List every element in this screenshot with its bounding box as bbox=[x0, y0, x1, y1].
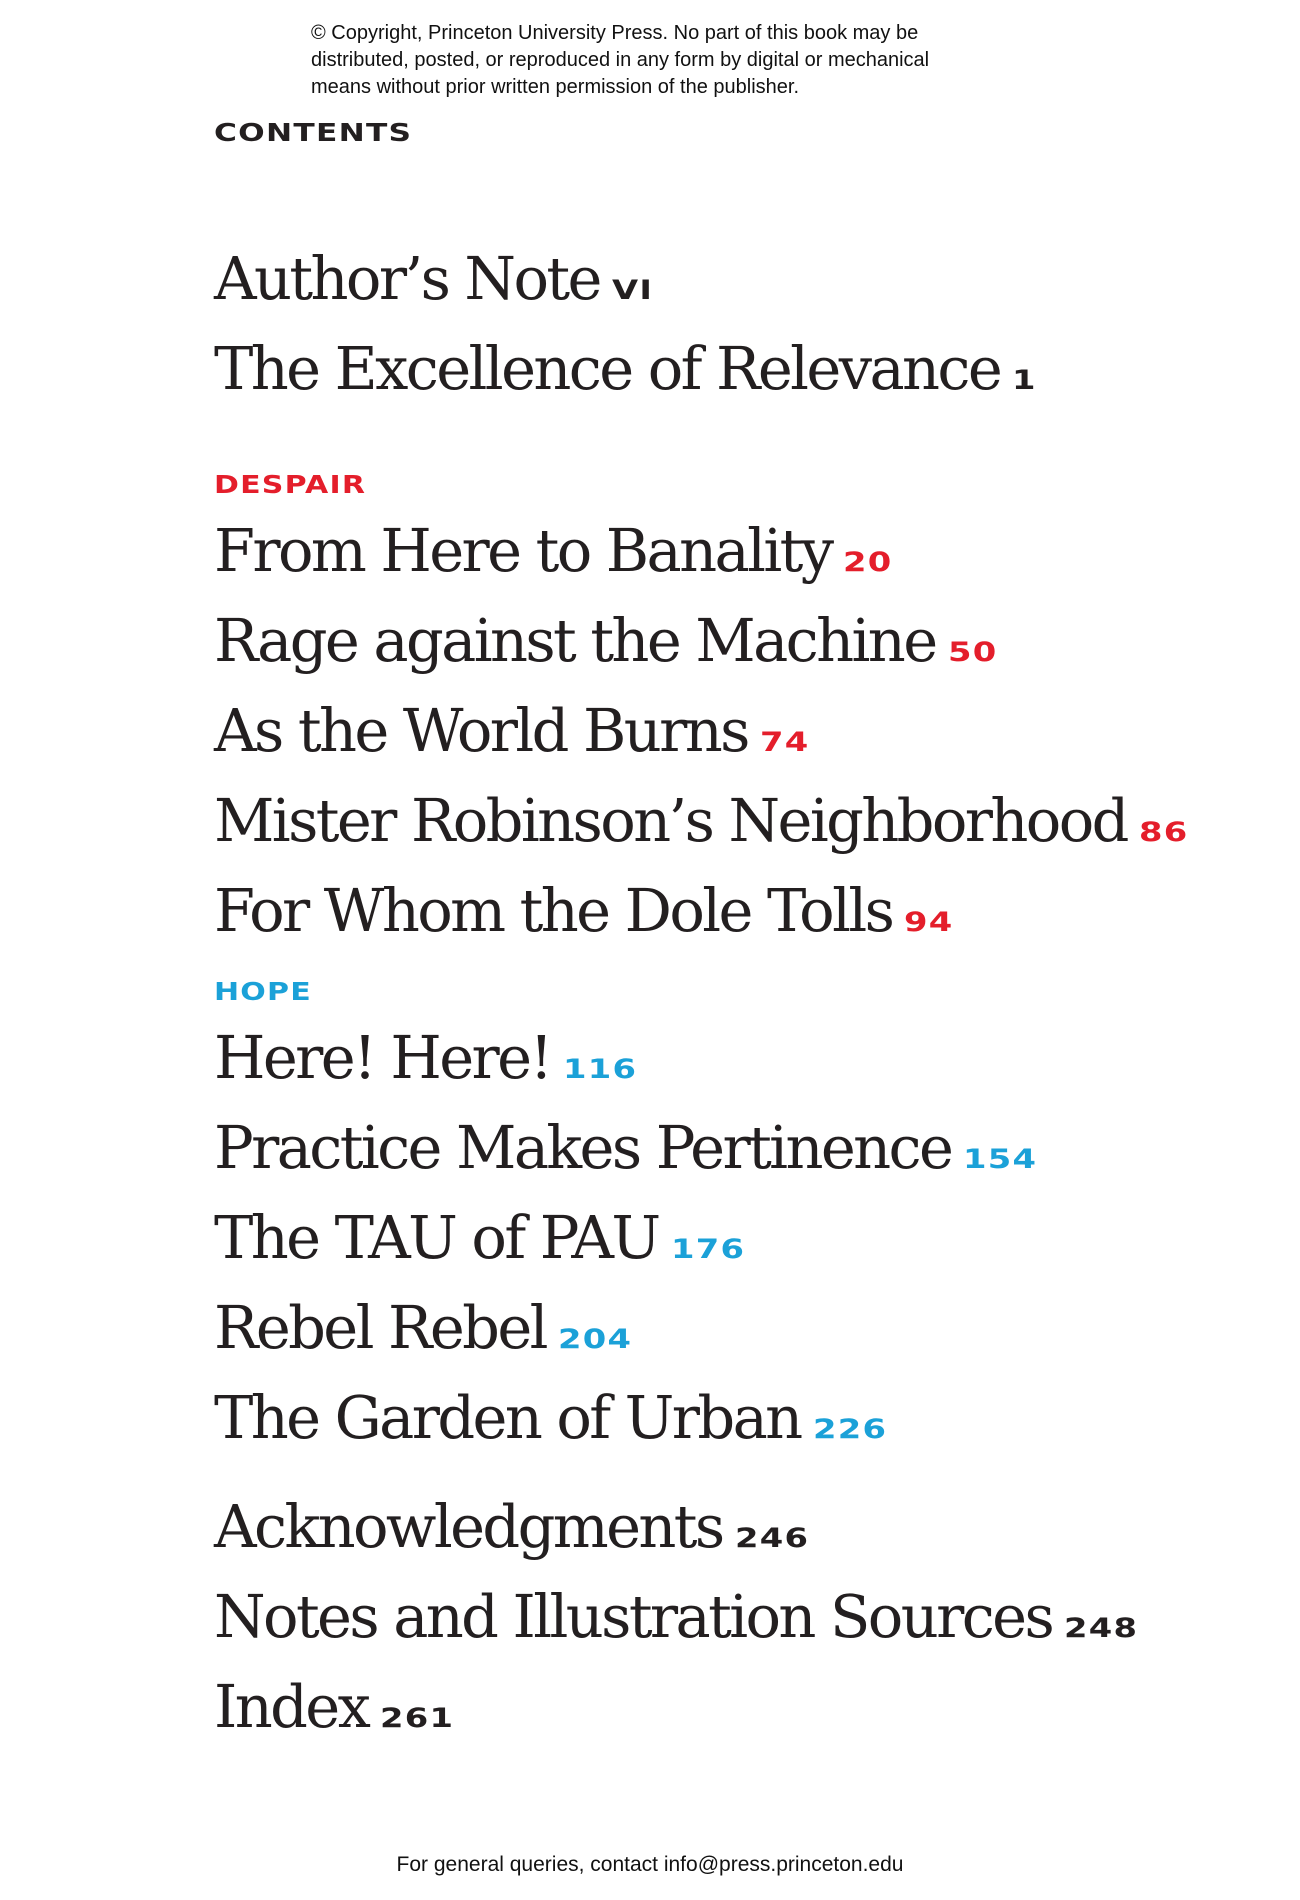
toc-entry-page: 20 bbox=[843, 547, 893, 578]
toc-entry-page: 204 bbox=[557, 1324, 633, 1355]
toc-entry[interactable] bbox=[214, 1019, 1023, 1109]
toc-entry-page: 74 bbox=[759, 727, 810, 758]
toc-entry-title: Practice Makes Pertinence bbox=[214, 1113, 952, 1182]
toc-entry-page: 176 bbox=[670, 1234, 745, 1265]
contents-heading: CONTENTS bbox=[214, 118, 413, 147]
toc-entry[interactable] bbox=[214, 240, 1032, 330]
toc-entry[interactable] bbox=[214, 692, 1178, 782]
toc-entry[interactable] bbox=[214, 1578, 1139, 1668]
toc-entry-page: 1 bbox=[1012, 365, 1037, 396]
toc-entry[interactable] bbox=[214, 1668, 1124, 1758]
hope-section bbox=[214, 977, 312, 1007]
section-label-despair: DESPAIR bbox=[214, 470, 367, 499]
copyright-line: distributed, posted, or reproduced in any form by digital or mechanical bbox=[311, 49, 930, 71]
toc-entry-page: 50 bbox=[947, 637, 997, 668]
toc-entry-title: Notes and Illustration Sources bbox=[214, 1582, 1053, 1651]
toc-entry-page: 154 bbox=[963, 1144, 1038, 1175]
toc-entry-title: Author’s Note bbox=[214, 244, 600, 313]
toc-entry[interactable] bbox=[214, 1199, 1023, 1289]
toc-entry-page: 246 bbox=[734, 1523, 809, 1554]
copyright-notice bbox=[311, 20, 1031, 101]
toc-entry-page: 94 bbox=[904, 907, 954, 938]
front-matter-list bbox=[214, 240, 1037, 420]
toc-entry[interactable] bbox=[214, 1109, 1038, 1199]
back-matter-list bbox=[214, 1488, 1139, 1758]
toc-entry[interactable] bbox=[214, 512, 1178, 602]
copyright-line: © Copyright, Princeton University Press. No part of this book may be bbox=[311, 22, 919, 44]
toc-entry-page: 226 bbox=[812, 1414, 887, 1445]
toc-entry-title: Rebel Rebel bbox=[214, 1293, 546, 1362]
toc-entry-title: Index bbox=[214, 1672, 369, 1741]
toc-entry-title: The TAU of PAU bbox=[214, 1203, 659, 1272]
toc-entry[interactable] bbox=[214, 782, 1189, 872]
toc-entry[interactable] bbox=[214, 1289, 1023, 1379]
toc-entry-page: 116 bbox=[562, 1054, 637, 1085]
copyright-line: means without prior written permission of the publisher. bbox=[311, 76, 800, 98]
toc-entry-title: As the World Burns bbox=[214, 696, 748, 765]
toc-entry-title: The Garden of Urban bbox=[214, 1383, 801, 1452]
toc-entry-title: The Excellence of Relevance bbox=[214, 334, 1001, 403]
toc-entry-page: 86 bbox=[1138, 817, 1189, 848]
footer-contact: For general queries, contact info@press.princeton.edu bbox=[396, 1853, 904, 1876]
toc-entry-title: Rage against the Machine bbox=[214, 606, 936, 675]
toc-entry-title: Here! Here! bbox=[214, 1023, 551, 1092]
toc-entry[interactable] bbox=[214, 330, 1037, 420]
toc-entry-page: 248 bbox=[1064, 1613, 1139, 1644]
section-label-hope: HOPE bbox=[214, 977, 312, 1006]
hope-list bbox=[214, 1019, 1038, 1469]
toc-entry[interactable] bbox=[214, 602, 1178, 692]
despair-section bbox=[214, 470, 367, 500]
toc-entry[interactable] bbox=[214, 1379, 1023, 1469]
toc-entry-page: VI bbox=[611, 275, 654, 306]
toc-entry[interactable] bbox=[214, 872, 1178, 962]
toc-entry-title: Acknowledgments bbox=[214, 1492, 723, 1561]
toc-entry-title: Mister Robinson’s Neighborhood bbox=[214, 786, 1127, 855]
toc-entry-title: From Here to Banality bbox=[214, 516, 832, 585]
toc-entry[interactable] bbox=[214, 1488, 1124, 1578]
despair-list bbox=[214, 512, 1189, 962]
toc-entry-page: 261 bbox=[380, 1703, 455, 1734]
toc-entry-title: For Whom the Dole Tolls bbox=[214, 876, 893, 945]
